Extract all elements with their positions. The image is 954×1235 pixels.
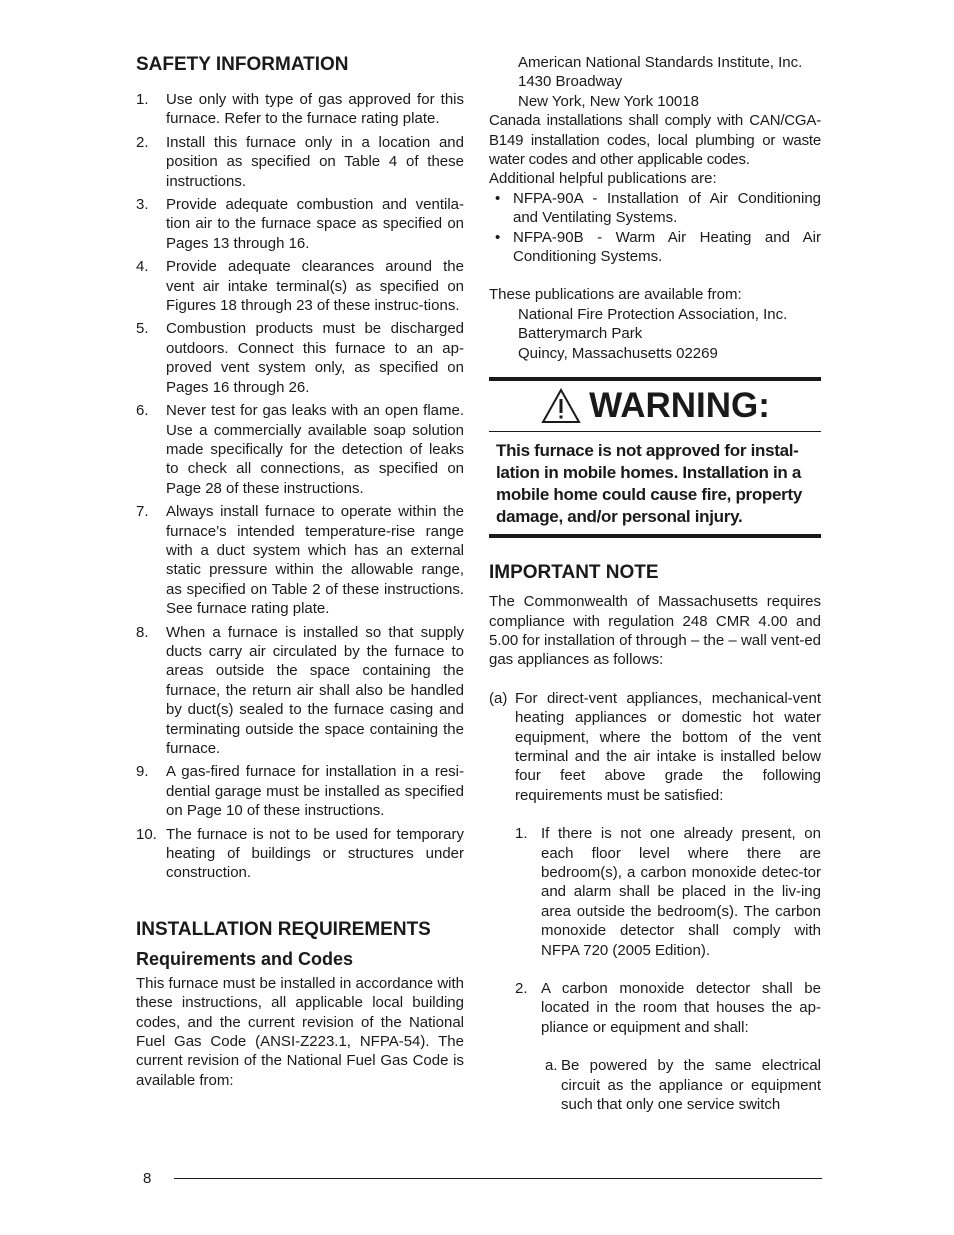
nfpa-address-line-1: National Fire Protection Association, Inc.: [518, 305, 788, 323]
ansi-address-line-1: American National Standards Institute, Inc.: [518, 54, 803, 71]
safety-item-2: 2. Install this furnace only in a location and position as specified on Table 4 of these instructions.: [136, 133, 464, 190]
important-note-paragraph: The Commonwealth of Massachusetts requires compliance with regulation 248 CMR 4.00 and 5.00 for installation of through – the – wall vent-ed gas appliances as follows:: [489, 593, 821, 669]
warning-triangle-icon: [541, 388, 581, 424]
sub-item-1: 1. If there is not one already present, on each floor level where there are bedroom(s), a carbon monoxide detec-tor and alarm shall be placed in the liv-ing area outside the bedroom(s). The carbon monoxide detector shall comply with NFPA 720 (2005 Edition).: [515, 825, 821, 959]
safety-item-10: 10. The furnace is not to be used for temporary heating of buildings or structures under construction.: [136, 825, 464, 882]
bullet-nfpa-90b: • NFPA-90B - Warm Air Heating and Air Conditioning Systems.: [495, 228, 821, 266]
bullet-nfpa-90a: • NFPA-90A - Installation of Air Conditioning and Ventilating Systems.: [495, 189, 821, 227]
safety-item-3: 3. Provide adequate combustion and ventila-tion air to the furnace space as specified on Pages 13 through 16.: [136, 196, 464, 252]
ansi-address-line-2: 1430 Broadway: [518, 73, 623, 91]
safety-item-4: 4. Provide adequate clearances around the vent air intake terminal(s) as specified on Figures 18 through 23 of these instruc-tions.: [136, 258, 464, 315]
right-column: [489, 53, 821, 1114]
item-a: (a) For direct-vent appliances, mechanical-vent heating appliances or domestic hot water equipment, where the bottom of the vent terminal and the air intake is installed below four feet above grade the following requirements must be satisfied:: [489, 689, 821, 804]
left-column: [136, 52, 464, 1090]
page-number: 8: [143, 1170, 152, 1187]
warning-box: [489, 377, 821, 538]
warning-title-row: [496, 385, 815, 427]
available-from-text: These publications are available from:: [489, 286, 742, 304]
nfpa-address-line-3: Quincy, Massachusetts 02269: [518, 344, 718, 362]
warning-divider: [489, 431, 821, 432]
safety-item-9: 9. A gas-fired furnace for installation in a resi-dential garage must be installed as specified on Page 10 of these instructions.: [136, 763, 464, 820]
warning-text: This furnace is not approved for instal-lation in mobile homes. Installation in a mobile home could cause fire, property damage, and/or personal injury.: [496, 441, 803, 527]
helpful-publications-text: Additional helpful publications are:: [489, 170, 717, 188]
safety-item-7: 7. Always install furnace to operate within the furnace’s intended temperature-rise range with a duct system which has an external static pressure within the allowable range, as specified on Table 2 of these instructions. See furnace rating plate.: [136, 503, 464, 618]
sub-sub-item-a: a. Be powered by the same electrical circuit as the appliance or equipment such that only one service switch: [545, 1057, 821, 1114]
canada-paragraph: Canada installations shall comply with CAN/CGA-B149 installation codes, local plumbing or waste water codes and other applicable codes.: [489, 112, 821, 169]
ansi-address-line-3: New York, New York 10018: [518, 92, 699, 110]
installation-heading: INSTALLATION REQUIREMENTS: [136, 918, 431, 940]
warning-title: WARNING:: [589, 386, 770, 426]
safety-list: [136, 90, 464, 883]
codes-paragraph: This furnace must be installed in accordance with these instructions, all applicable local building codes, and the current revision of the National Fuel Gas Code (ANSI-Z223.1, NFPA-54). The current revision of the National Fuel Gas Code is available from:: [136, 974, 464, 1089]
safety-heading: SAFETY INFORMATION: [136, 54, 349, 75]
safety-item-5: 5. Combustion products must be discharged outdoors. Connect this furnace to an ap-proved vent system only, as specified on Pages 16 through 26.: [136, 320, 464, 396]
safety-item-1: 1. Use only with type of gas approved for this furnace. Refer to the furnace rating plate.: [136, 91, 464, 128]
important-note-heading: IMPORTANT NOTE: [489, 562, 659, 584]
codes-heading: Requirements and Codes: [136, 948, 354, 969]
footer-rule: [174, 1178, 822, 1179]
sub-item-2: 2. A carbon monoxide detector shall be located in the room that houses the ap-pliance or equipment and shall:: [515, 980, 821, 1036]
safety-item-6: 6. Never test for gas leaks with an open flame. Use a commercially available soap solution made specifically for the detection of leaks to check all connections, as specified on Page 28 of these instructions.: [136, 402, 464, 497]
safety-item-8: 8. When a furnace is installed so that supply ducts carry air circulated by the furnace to areas outside the space containing the furnace, the return air shall also be handled by duct(s) sealed to the furnace casing and terminating outside the space containing the furnace.: [136, 623, 464, 757]
nfpa-address-line-2: Batterymarch Park: [518, 325, 643, 343]
